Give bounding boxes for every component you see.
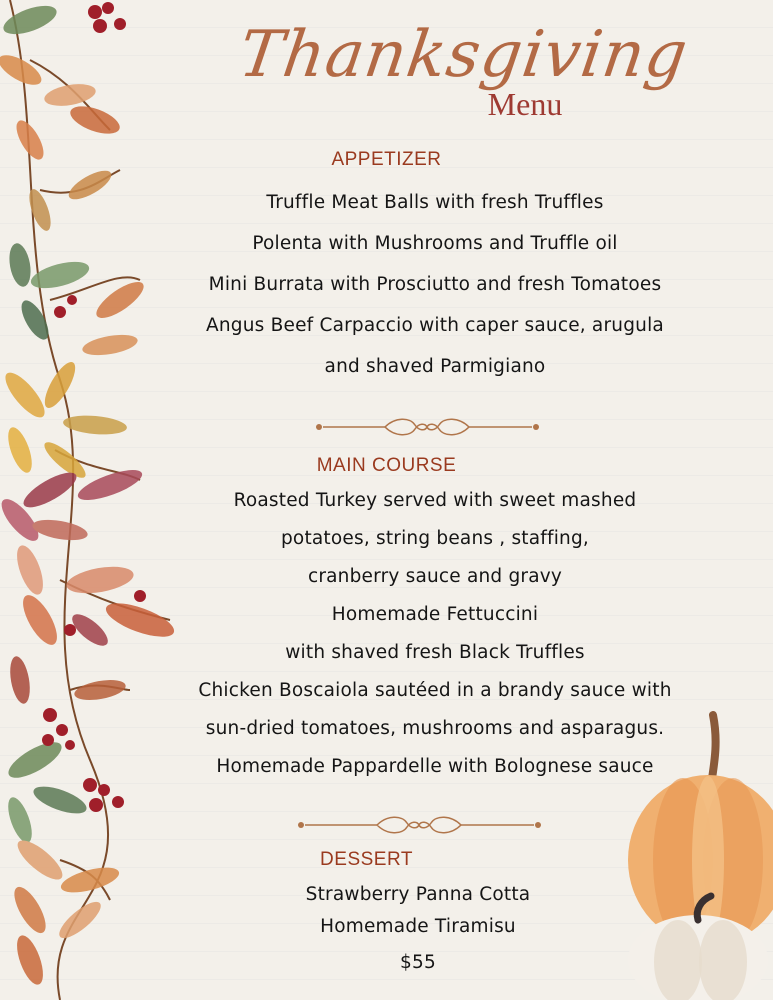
main-course-heading: MAIN COURSE: [316, 455, 457, 476]
page-title: Thanksgiving: [234, 18, 693, 92]
dessert-item: Homemade Tiramisu: [320, 916, 516, 937]
main-course-item: potatoes, string beans , staffing,: [280, 528, 589, 549]
appetizer-item: and shaved Parmigiano: [324, 356, 546, 377]
dessert-item: Strawberry Panna Cotta: [305, 884, 531, 905]
main-course-item: cranberry sauce and gravy: [307, 566, 563, 587]
main-course-item: Homemade Pappardelle with Bolognese sauce: [216, 756, 654, 777]
appetizer-heading: APPETIZER: [331, 149, 442, 170]
ornament-divider-icon: [315, 415, 540, 439]
price: $55: [400, 952, 436, 973]
main-course-item: Homemade Fettuccini: [331, 604, 539, 625]
main-course-item: with shaved fresh Black Truffles: [285, 642, 585, 663]
appetizer-item: Mini Burrata with Prosciutto and fresh Tomatoes: [208, 274, 662, 295]
main-course-item: sun-dried tomatoes, mushrooms and asparagus.: [205, 718, 665, 739]
page-subtitle: Menu: [487, 86, 563, 122]
appetizer-item: Polenta with Mushrooms and Truffle oil: [252, 233, 618, 254]
main-course-item: Chicken Boscaiola sautéed in a brandy sauce with: [198, 680, 672, 701]
dessert-heading: DESSERT: [320, 849, 413, 870]
appetizer-item: Angus Beef Carpaccio with caper sauce, arugula: [206, 315, 664, 336]
ornament-divider-icon: [297, 813, 542, 837]
main-course-item: Roasted Turkey served with sweet mashed: [233, 490, 637, 511]
appetizer-item: Truffle Meat Balls with fresh Truffles: [266, 192, 604, 213]
